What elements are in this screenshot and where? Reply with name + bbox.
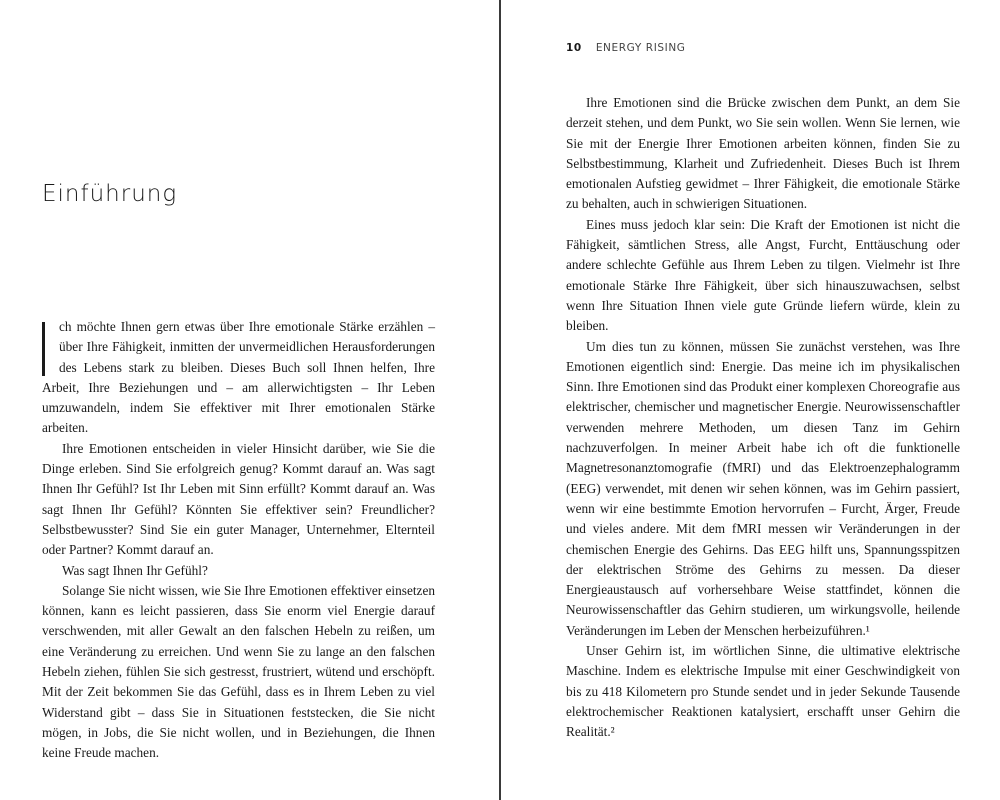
paragraph-1-text: ch möchte Ihnen gern etwas über Ihre emotionale Stärke erzählen – über Ihre Fähigkeit, inmitten der unvermeidlichen Herausforderungen des Lebens stark zu bleiben. Dieses Buch soll Ihnen helfen, Ihre Arbeit, Ihre Beziehungen und – am allerwichtigsten – Ihr Leben umzuwandeln, indem Sie effektiver mit Ihrer emotionalen Stärke arbeiten. — [42, 319, 435, 436]
paragraph-8: Unser Gehirn ist, im wörtlichen Sinne, die ultimative elektrische Maschine. Indem es elektrische Impulse mit einer Geschwindigkeit von bis zu 418 Kilometern pro Stunde sendet und in jeder Sekunde Tausende elektrochemischer Reaktionen katalysiert, erschafft unser Gehirn die Realität.² — [566, 643, 960, 740]
paragraph-4: Solange Sie nicht wissen, wie Sie Ihre Emotionen effektiver einsetzen können, kann es leicht passieren, dass Sie enorm viel Energie darauf verschwenden, mit aller Gewalt an den falschen Hebeln zu reißen, um eine Veränderung zu erreichen. Und wenn Sie zu lange an den falschen Hebeln ziehen, fühlen Sie sich gestresst, frustriert, wütend und erschöpft. Mit der Zeit bekommen Sie das Gefühl, dass es in Ihrem Leben zu viel Widerstand gibt – dass Sie in Situationen feststecken, die Sie nicht mögen, in Jobs, die Sie nicht wollen, und in Beziehungen, die Ihnen keine Freude machen. — [42, 582, 435, 761]
paragraph-2: Ihre Emotionen entscheiden in vieler Hinsicht darüber, wie Sie die Dinge erleben. Sind Sie erfolgreich genug? Kommt darauf an. Was sagt Ihnen Ihr Gefühl? Ist Ihr Leben mit Sinn erfüllt? Kommt darauf an. Was sagt Ihnen Ihr Gefühl? Könnten Sie effektiver sein? Freundlicher? Selbstbewusster? Sind Sie ein guter Manager, Unternehmer, Elternteil oder Partner? Kommt darauf an. — [42, 440, 435, 558]
dropcap — [42, 322, 45, 376]
page-number: 10 — [566, 42, 582, 54]
running-head-title: ENERGY RISING — [595, 42, 686, 54]
paragraph-5: Ihre Emotionen sind die Brücke zwischen dem Punkt, an dem Sie derzeit stehen, und dem Punkt, wo Sie sein wollen. Wenn Sie lernen, wie Sie mit der Energie Ihrer Emotionen arbeiten können, finden Sie zu Selbstbestimmung, Klarheit und Zufriedenheit. Dieses Buch ist Ihrem emotionalen Aufstieg gewidmet – Ihrer Fähigkeit, die emotionale Stärke zu behalten, auch in schwierigen Situationen. — [566, 95, 960, 212]
right-page-body — [566, 93, 960, 743]
paragraph-6: Eines muss jedoch klar sein: Die Kraft der Emotionen ist nicht die Fähigkeit, sämtlichen Stress, alle Angst, Furcht, Enttäuschung oder andere schlechte Gefühle aus Ihrem Leben zu tilgen. Vielmehr ist Ihre emotionale Stärke Ihre Fähigkeit, über sich hinauszuwachsen, selbst wenn Ihre Situation Ihnen viele gute Gründe liefern würde, klein zu bleiben. — [566, 216, 960, 334]
left-page — [0, 0, 499, 800]
right-page — [501, 0, 1000, 800]
chapter-title: Einführung — [42, 181, 178, 207]
left-page-body — [42, 317, 435, 764]
paragraph-1 — [42, 317, 435, 439]
running-head — [566, 42, 686, 54]
paragraph-3: Was sagt Ihnen Ihr Gefühl? — [62, 562, 208, 578]
paragraph-7: Um dies tun zu können, müssen Sie zunächst verstehen, was Ihre Emotionen eigentlich sind: Energie. Das meine ich im physikalischen Sinn. Ihre Emotionen sind das Produkt einer komplexen Choreografie aus elektrischer, chemischer und magnetischer Energie. Neurowissenschaftler verwenden mehrere Methoden, um diesen Tanz im Gehirn nachzuverfolgen. In meiner Arbeit habe ich oft die funktionelle Magnetresonanztomografie (fMRI) und das Elektroenzephalogramm (EEG) verwendet, mit denen wir sehen können, was im Gehirn passiert, wenn wir eine bestimmte Emotion hervorrufen – Furcht, Ärger, Freude und vieles andere. Mit dem fMRI messen wir Veränderungen in der chemischen Energie des Gehirns. Das EEG hilft uns, Spannungsspitzen der elektrischen Ströme des Gehirns zu messen. Da dieser Energieaustausch auf vorhersehbare Weise stattfindet, können die Neurowissenschaftler das Gehirn studieren, um wirkungsvolle, heilende Veränderungen im Leben der Menschen herbeizuführen.¹ — [566, 338, 960, 638]
